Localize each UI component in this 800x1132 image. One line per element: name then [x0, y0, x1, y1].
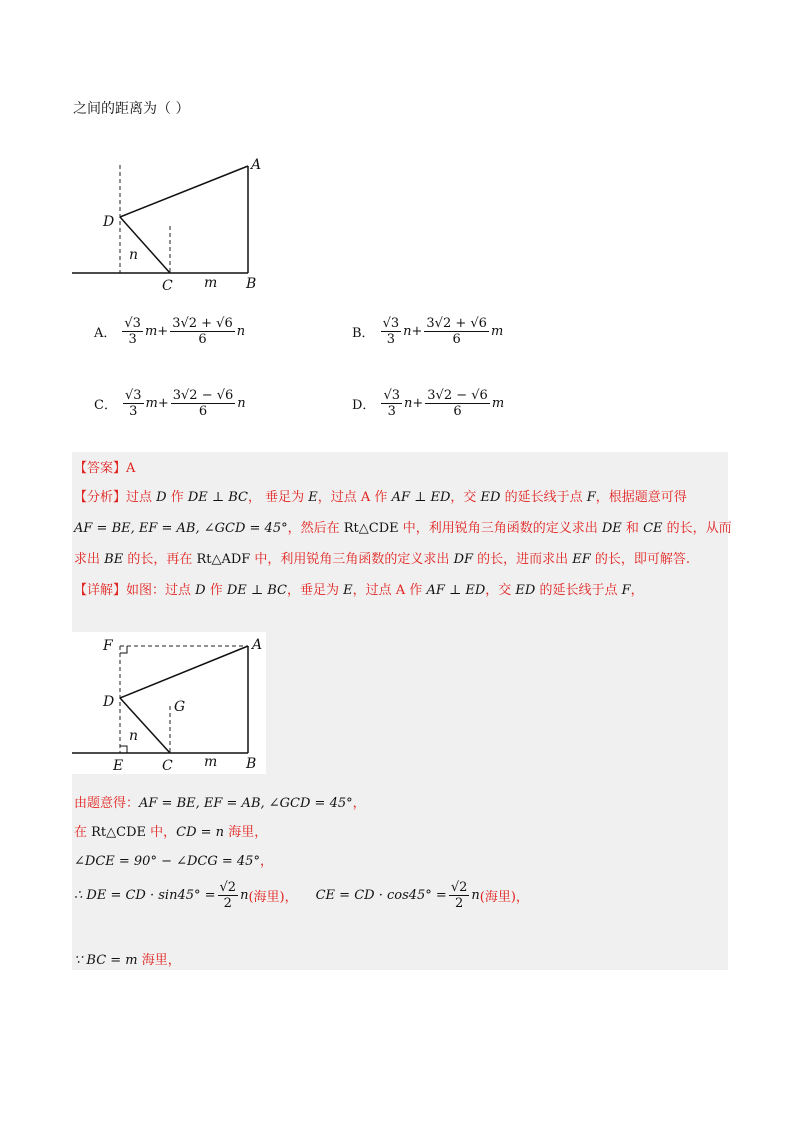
label-g: G	[174, 699, 186, 715]
label-c: C	[162, 758, 173, 774]
option-b-var2: m	[490, 324, 504, 339]
option-b-var1: n	[403, 324, 412, 339]
label-b: B	[246, 276, 257, 292]
label-a: A	[251, 157, 262, 173]
option-d[interactable]: D． $\frac{√3}{3}$ n + $\frac{3√2 - √6}{6}$ m	[352, 388, 505, 419]
option-a-var2: n	[236, 324, 246, 339]
label-n: n	[129, 247, 139, 263]
detail-tag: 【详解】	[74, 583, 127, 598]
detail-line-1: 【详解】如图：过点 D 作 DE ⊥ BC，垂足为 E，过点 A 作 AF ⊥ ED，交 ED 的延长线于点 F，	[74, 583, 644, 598]
option-b-frac2: $\frac{3√2 + √6}{6}$	[426, 316, 487, 347]
answer-line	[74, 457, 135, 476]
step-5: ∵ BC = m 海里，	[74, 953, 181, 968]
option-c-frac2: $\frac{3√2 - √6}{6}$	[172, 388, 234, 419]
option-a-label: A．	[94, 326, 117, 341]
step-2: 在 Rt△CDE 中，CD = n 海里，	[74, 825, 268, 840]
step-1: 由题意得：AF = BE, EF = AB, ∠GCD = 45°，	[74, 796, 366, 811]
option-c-label: C．	[94, 398, 117, 413]
option-d-label: D．	[352, 398, 376, 413]
label-f: F	[103, 638, 113, 654]
segment-dc	[120, 698, 170, 753]
figure-1	[70, 150, 270, 295]
segment-dc	[120, 217, 170, 273]
analysis-line-1: 【分析】过点 D 作 DE ⊥ BC， 垂足为 E，过点 A 作 AF ⊥ ED，交 ED 的延长线于点 F，根据题意可得	[74, 490, 687, 505]
option-d-var2: m	[491, 396, 505, 411]
option-a-var1: m	[144, 324, 158, 339]
label-d: D	[103, 214, 115, 230]
label-m: m	[204, 754, 218, 770]
analysis-line-2: AF = BE, EF = AB, ∠GCD = 45°，然后在 Rt△CDE 中，利用锐角三角函数的定义求出 DE 和 CE 的长，从而	[74, 521, 732, 536]
option-d-frac2: $\frac{3√2 - √6}{6}$	[427, 388, 488, 419]
right-angle-mark-f	[120, 646, 127, 653]
segment-da	[120, 166, 248, 217]
question-tail: 之间的距离为（ ）	[73, 101, 190, 117]
option-c-frac1: $\frac{√3}{3}$	[124, 388, 142, 419]
label-n: n	[129, 728, 139, 744]
option-a[interactable]: A． $\frac{√3}{3}$ m + $\frac{3√2 + √6}{6}$ n	[94, 316, 246, 347]
option-a-frac2: $\frac{3√2 + √6}{6}$	[172, 316, 233, 347]
option-b-label: B．	[352, 326, 375, 341]
option-c-var2: n	[237, 396, 246, 411]
option-c-var1: m	[145, 396, 158, 411]
label-d: D	[103, 694, 115, 710]
label-b: B	[246, 756, 257, 772]
segment-da	[120, 646, 248, 698]
option-c[interactable]: C． $\frac{√3}{3}$ m + $\frac{3√2 - √6}{6}$ n	[94, 388, 246, 419]
figure-2	[70, 632, 270, 777]
option-a-frac1: $\frac{√3}{3}$	[124, 316, 141, 347]
label-m: m	[204, 275, 218, 291]
right-angle-mark-e	[120, 746, 127, 753]
option-d-var1: n	[404, 396, 413, 411]
analysis-line-3: 求出 BE 的长，再在 Rt△ADF 中，利用锐角三角函数的定义求出 DF 的长，进而求出 EF 的长，即可解答.	[74, 552, 691, 567]
answer-value: A	[126, 461, 136, 476]
step-4: ∴ DE = CD · sin45° = $\frac{√2}{2}$ n (海里)， CE = CD · cos45° = $\frac{√2}{2}$ n (海里)，	[74, 880, 529, 911]
label-c: C	[162, 278, 173, 294]
step-3: ∠DCE = 90° − ∠DCG = 45°，	[74, 854, 273, 869]
option-b-frac1: $\frac{√3}{3}$	[382, 316, 400, 347]
option-d-frac1: $\frac{√3}{3}$	[383, 388, 400, 419]
label-a: A	[252, 637, 263, 653]
analysis-tag: 【分析】	[74, 490, 127, 505]
answer-tag: 【答案】	[74, 461, 127, 476]
label-e: E	[113, 758, 124, 774]
option-b[interactable]: B． $\frac{√3}{3}$ n + $\frac{3√2 + √6}{6}$ m	[352, 316, 504, 347]
